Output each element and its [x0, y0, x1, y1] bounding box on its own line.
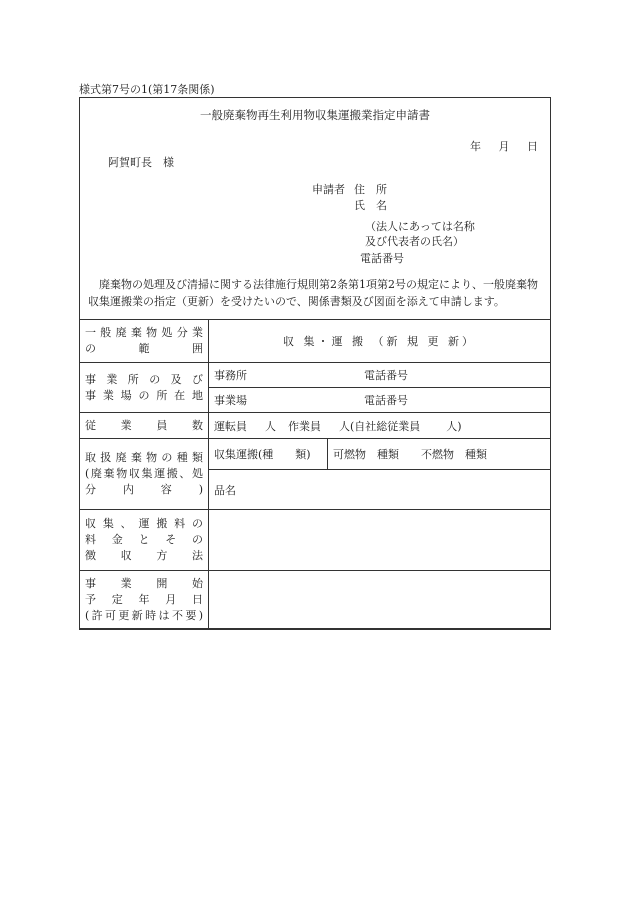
date-year: 年: [470, 140, 481, 153]
worker-unit: 人(自社総従業員: [339, 419, 421, 433]
nonburnable-label: 不燃物 種類: [421, 448, 487, 461]
office-label: 事務所: [214, 369, 247, 382]
waste-kind-field[interactable]: [328, 439, 551, 470]
row-employees: [80, 413, 551, 439]
scope-label: 一般廃棄物処分業 の 範 囲: [80, 320, 209, 363]
office-phone-label: 電話番号: [364, 369, 408, 382]
start-date-label: 事業開始 予定年月日 (許可更新時は不要): [80, 571, 209, 629]
driver-label: 運転員: [214, 419, 247, 433]
collect-field[interactable]: 収集運搬(種 類): [209, 439, 328, 470]
date-day: 日: [527, 140, 538, 153]
row-start-date: [80, 571, 551, 629]
site-field[interactable]: [209, 388, 551, 413]
date-month: 月: [498, 140, 510, 153]
driver-unit: 人: [265, 419, 276, 433]
fee-label: 収集、運搬料の 料金とその 徴収方法: [80, 510, 209, 571]
location-label: 事業所の及び 事業場の所在地: [80, 363, 209, 413]
site-phone-label: 電話番号: [364, 394, 408, 407]
burnable-label: 可燃物 種類: [333, 448, 399, 461]
row-office: [80, 363, 551, 388]
applicant-label: 申請者: [312, 183, 345, 196]
row-waste-types: [80, 439, 551, 470]
name-label: 氏 名: [354, 199, 387, 212]
start-date-field[interactable]: [209, 571, 551, 629]
corporate-note: [365, 219, 475, 249]
applicant-block: [312, 182, 387, 214]
address-label: 住 所: [354, 183, 387, 196]
applicant-phone-label: 電話番号: [360, 252, 404, 265]
date-line: [456, 138, 538, 154]
application-statement: 廃棄物の処理及び清掃に関する法律施行規則第2条第1項第2号の規定により、一般廃棄物収集運搬業の指定（更新）を受けたいので、関係書類及び図面を添えて申請します。: [88, 278, 538, 308]
item-name-field[interactable]: 品名: [209, 470, 551, 510]
details-table: [79, 319, 551, 629]
fee-field[interactable]: [209, 510, 551, 571]
site-label: 事業場: [214, 394, 247, 407]
scope-value[interactable]: 収 集・運 搬 （新 規 更 新）: [209, 320, 551, 363]
form-number: 様式第7号の1(第17条関係): [79, 83, 215, 96]
form-title: 一般廃棄物再生利用物収集運搬業指定申請書: [200, 108, 430, 122]
total-unit: 人): [446, 419, 462, 433]
employees-field[interactable]: [209, 413, 551, 439]
waste-type-label: 取扱廃棄物の種類 (廃棄物収集運搬、処 分 内 容 ): [80, 439, 209, 510]
application-form: [79, 97, 551, 630]
row-fee: [80, 510, 551, 571]
employees-label: 従業員数: [80, 413, 209, 439]
addressee: 阿賀町長 様: [108, 156, 174, 169]
row-scope: [80, 320, 551, 363]
corporate-note-line1: （法人にあっては名称: [365, 220, 475, 233]
corporate-note-line2: 及び代表者の氏名）: [365, 235, 464, 248]
worker-label: 作業員: [288, 419, 321, 433]
office-field[interactable]: [209, 363, 551, 388]
